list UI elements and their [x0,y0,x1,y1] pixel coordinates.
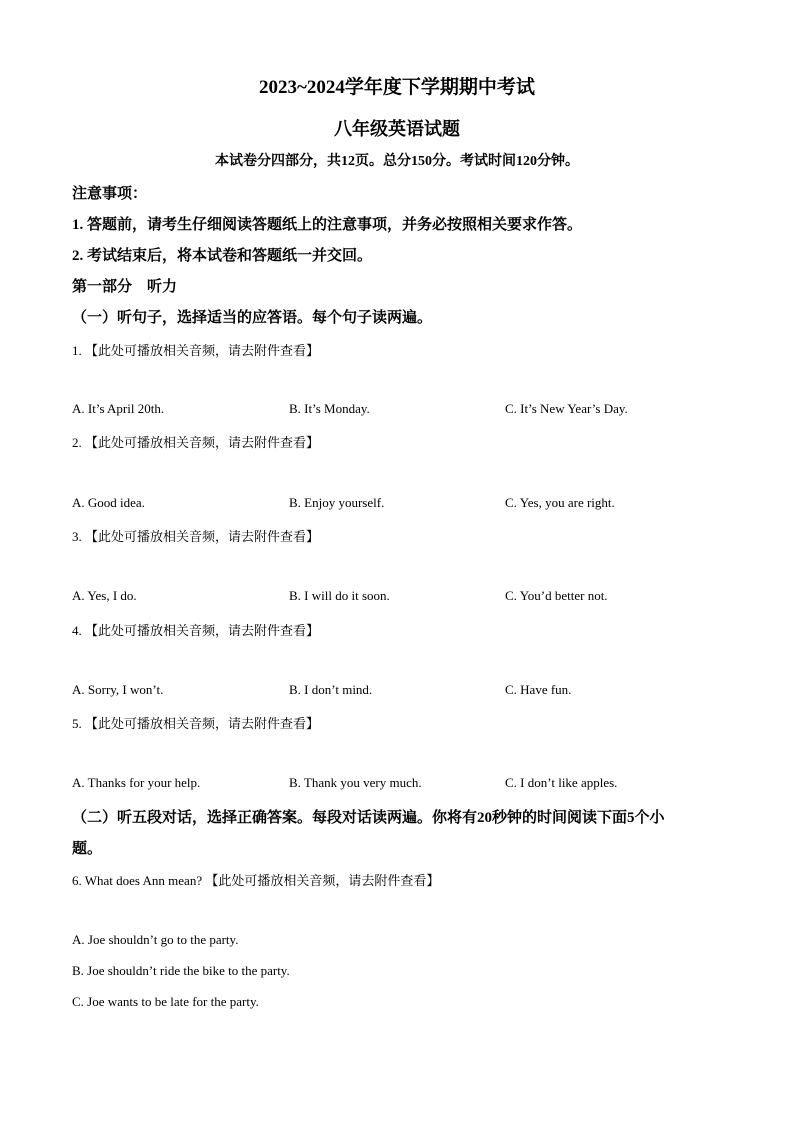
question-5-option-a: A. Thanks for your help. [72,775,201,790]
part1-title: 第一部分 听力 [72,279,178,295]
question-6-option-b: B. Joe shouldn’t ride the bike to the party. [72,963,290,978]
question-4-option-b: B. I don’t mind. [289,682,373,697]
question-1-option-b: B. It’s Monday. [289,401,370,416]
exam-subtitle: 八年级英语试题 [334,119,460,139]
section2-title-line1: （二）听五段对话，选择正确答案。每段对话读两遍。你将有20秒钟的时间阅读下面5个小 [72,810,665,826]
section2-title-line2: 题。 [72,841,103,857]
question-2-option-c: C. Yes, you are right. [505,495,615,510]
question-3-option-c: C. You’d better not. [505,588,608,603]
question-5-option-b: B. Thank you very much. [289,775,422,790]
question-2-prompt: 2. 【此处可播放相关音频，请去附件查看】 [72,435,320,450]
question-4-option-c: C. Have fun. [505,682,572,697]
question-1-option-c: C. It’s New Year’s Day. [505,401,628,416]
question-1-prompt: 1. 【此处可播放相关音频，请去附件查看】 [72,343,320,358]
question-6-prompt: 6. What does Ann mean? 【此处可播放相关音频，请去附件查看】 [72,873,440,888]
question-4-option-a: A. Sorry, I won’t. [72,682,164,697]
question-6-option-c: C. Joe wants to be late for the party. [72,994,259,1009]
question-5-prompt: 5. 【此处可播放相关音频，请去附件查看】 [72,716,320,731]
exam-info: 本试卷分四部分，共12页。总分150分。考试时间120分钟。 [215,154,579,169]
question-3-option-a: A. Yes, I do. [72,588,137,603]
question-4-prompt: 4. 【此处可播放相关音频，请去附件查看】 [72,623,320,638]
question-5-option-c: C. I don’t like apples. [505,775,618,790]
section1-title: （一）听句子，选择适当的应答语。每个句子读两遍。 [72,310,433,326]
question-1-option-a: A. It’s April 20th. [72,401,165,416]
question-2-option-a: A. Good idea. [72,495,145,510]
question-3-option-b: B. I will do it soon. [289,588,390,603]
notice-item-1: 1. 答题前，请考生仔细阅读答题纸上的注意事项，并务必按照相关要求作答。 [72,217,583,233]
question-3-prompt: 3. 【此处可播放相关音频，请去附件查看】 [72,529,320,544]
exam-title: 2023~2024学年度下学期期中考试 [259,77,535,98]
notice-item-2: 2. 考试结束后，将本试卷和答题纸一并交回。 [72,248,373,264]
notice-heading: 注意事项： [72,186,148,202]
question-2-option-b: B. Enjoy yourself. [289,495,385,510]
question-6-option-a: A. Joe shouldn’t go to the party. [72,932,239,947]
